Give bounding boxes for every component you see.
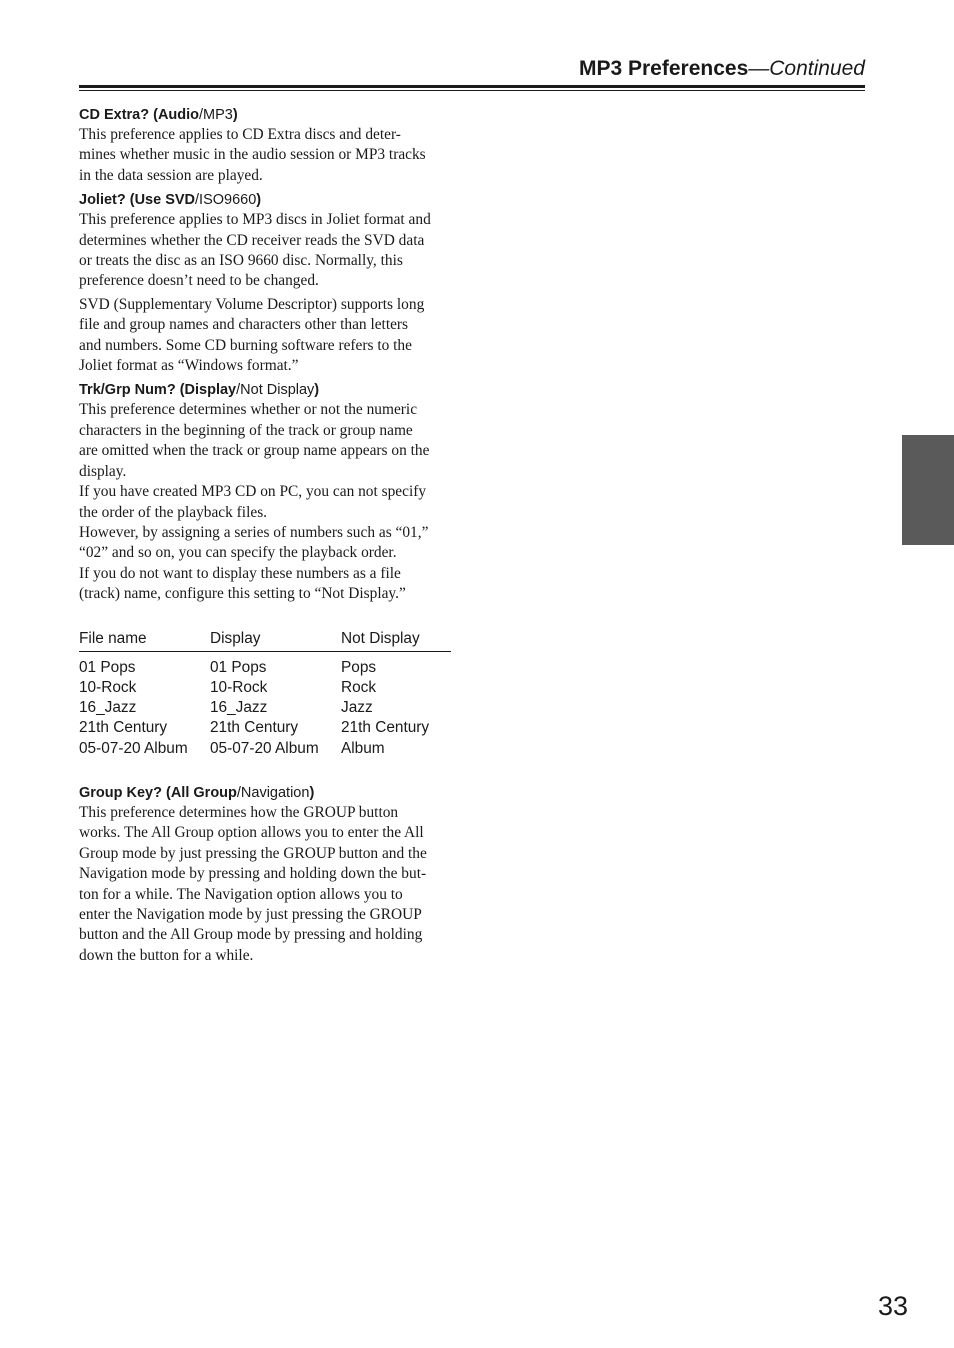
table-cell: Pops (341, 658, 377, 676)
joliet-heading-option: /ISO9660 (195, 192, 257, 209)
paragraph-line: ton for a while. The Navigation option allows you to (79, 885, 403, 903)
filename-display-table (79, 627, 451, 759)
joliet-heading-bold: Joliet? (Use SVD (79, 192, 196, 209)
paragraph-line: This preference applies to CD Extra discs and deter- (79, 126, 401, 143)
table-cell: 01 Pops (210, 658, 267, 676)
group-key-heading-close: ) (309, 785, 315, 802)
cd-extra-paragraph (79, 125, 451, 186)
paragraph-line: However, by assigning a series of numbers such as “01,” (79, 523, 429, 541)
paragraph-line: Joliet format as “Windows format.” (79, 357, 299, 375)
paragraph-line: (track) name, configure this setting to “Not Display.” (79, 585, 406, 603)
paragraph-line: display. (79, 462, 127, 480)
group-key-heading-option: /Navigation (236, 785, 310, 802)
content-column (79, 105, 451, 966)
table-cell: 10-Rock (79, 678, 137, 696)
paragraph-line: This preference determines how the GROUP button (79, 804, 399, 822)
page-header (79, 54, 865, 94)
paragraph-line: and numbers. Some CD burning software refers to the (79, 336, 412, 354)
joliet-heading-close: ) (256, 192, 262, 209)
table-row (79, 718, 451, 738)
trk-grp-paragraph (79, 400, 451, 604)
table-cell: 16_Jazz (79, 699, 137, 717)
cd-extra-heading-close: ) (232, 107, 238, 123)
trk-grp-heading (79, 380, 451, 400)
section-side-tab (902, 435, 954, 545)
table-header-cell: Display (210, 629, 261, 647)
paragraph-line: Group mode by just pressing the GROUP button and the (79, 844, 427, 862)
paragraph-line: preference doesn’t need to be changed. (79, 272, 319, 290)
table-header-cell: File name (79, 629, 147, 647)
paragraph-line: are omitted when the track or group name appears on the (79, 442, 430, 460)
table-cell: Rock (341, 678, 377, 696)
table-row (79, 678, 451, 698)
group-key-paragraph (79, 803, 451, 966)
paragraph-line: If you have created MP3 CD on PC, you can not specify (79, 483, 427, 501)
table-cell: 10-Rock (210, 678, 268, 696)
table-header-cell: Not Display (341, 629, 420, 647)
cd-extra-heading-bold: CD Extra? (Audio (79, 107, 200, 123)
paragraph-line: in the data session are played. (79, 166, 263, 184)
svd-paragraph (79, 295, 451, 377)
cd-extra-heading-option: /MP3 (199, 107, 233, 123)
paragraph-line: enter the Navigation mode by just pressing the GROUP (79, 906, 422, 924)
page-title-continued: —Continued (748, 57, 865, 80)
table-row (79, 739, 451, 759)
header-rule-thick (79, 85, 865, 88)
paragraph-line: This preference applies to MP3 discs in Joliet format and (79, 211, 431, 229)
table-cell: 16_Jazz (210, 699, 268, 717)
table-cell: 05-07-20 Album (210, 739, 319, 757)
paragraph-line: “02” and so on, you can specify the playback order. (79, 544, 397, 562)
page-number: 33 (877, 1291, 908, 1321)
table-cell: 05-07-20 Album (79, 739, 188, 757)
page-title (579, 56, 865, 82)
paragraph-line: button and the All Group mode by pressing and holding (79, 926, 423, 944)
trk-grp-heading-close: ) (314, 382, 320, 399)
paragraph-line: If you do not want to display these numbers as a file (79, 564, 401, 582)
trk-grp-heading-bold: Trk/Grp Num? (Display (79, 382, 237, 399)
paragraph-line: This preference determines whether or not the numeric (79, 401, 418, 419)
paragraph-line: works. The All Group option allows you to enter the All (79, 824, 424, 842)
trk-grp-heading-option: /Not Display (236, 382, 315, 399)
paragraph-line: file and group names and characters other than letters (79, 316, 409, 334)
table-row (79, 658, 451, 678)
table-cell: 21th Century (79, 719, 168, 737)
table-cell: Jazz (341, 699, 373, 717)
paragraph-line: mines whether music in the audio session or MP3 tracks (79, 146, 426, 164)
table-cell: 01 Pops (79, 658, 136, 676)
paragraph-line: or treats the disc as an ISO 9660 disc. Normally, this (79, 252, 403, 270)
table-row (79, 698, 451, 718)
table-cell: 21th Century (210, 719, 299, 737)
paragraph-line: characters in the beginning of the track or group name (79, 421, 413, 439)
table-cell: Album (341, 739, 385, 757)
joliet-heading (79, 190, 451, 210)
paragraph-line: determines whether the CD receiver reads the SVD data (79, 231, 425, 249)
paragraph-line: the order of the playback files. (79, 503, 268, 521)
paragraph-line: SVD (Supplementary Volume Descriptor) supports long (79, 295, 425, 313)
table-cell: 21th Century (341, 719, 430, 737)
paragraph-line: Navigation mode by pressing and holding down the but- (79, 865, 427, 883)
cd-extra-heading (79, 105, 451, 125)
joliet-paragraph (79, 210, 451, 292)
group-key-heading-bold: Group Key? (All Group (79, 785, 237, 802)
header-rule-thin (79, 90, 865, 91)
page-title-main: MP3 Preferences (578, 57, 749, 80)
table-header-row (79, 627, 451, 652)
group-key-heading (79, 783, 451, 803)
paragraph-line: down the button for a while. (79, 946, 254, 964)
